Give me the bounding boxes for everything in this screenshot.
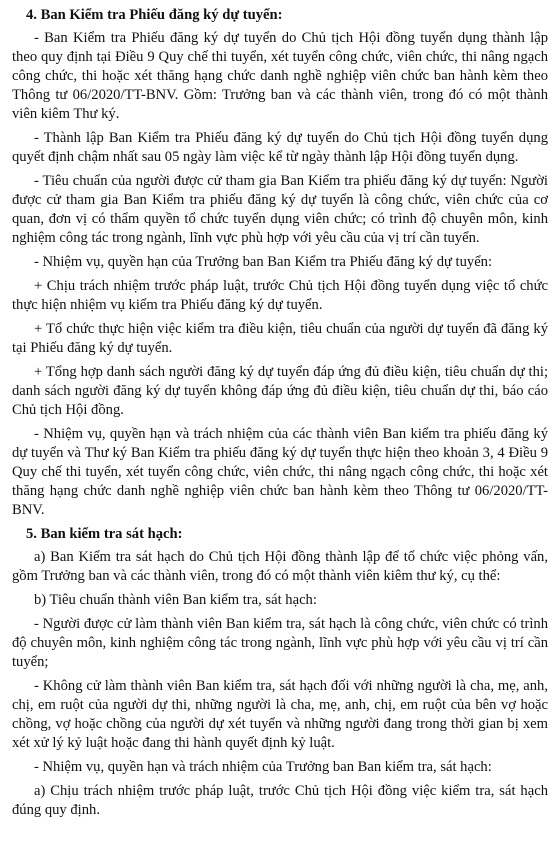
section-4-paragraph: + Tổng hợp danh sách người đăng ký dự tuyển đáp ứng đủ điều kiện, tiêu chuẩn dự thi; danh sách người đăng ký dự tuyển không đáp ứng đủ điều kiện, tiêu chuẩn dự thi, báo cáo Chủ tịch Hội đồng. [12,364,548,418]
section-4-paragraph: - Nhiệm vụ, quyền hạn và trách nhiệm của các thành viên Ban kiểm tra phiếu đăng ký dự tuyển và Thư ký Ban Kiểm tra phiếu đăng ký dự tuyển thực hiện theo khoản 3, 4 Điều 9 Quy chế thi tuyển, xét tuyển công chức, viên chức, thi nâng ngạch công chức, thi hoặc xét thăng hạng chức danh nghề nghiệp viên chức ban hành kèm theo Thông tư 06/2020/TT-BNV. [12,426,548,518]
section-4-paragraph: - Thành lập Ban Kiểm tra Phiếu đăng ký dự tuyển do Chủ tịch Hội đồng tuyển dụng quyết định chậm nhất sau 05 ngày làm việc kể từ ngày thành lập Hội đồng tuyển dụng. [12,130,548,165]
section-5-paragraph: - Người được cử làm thành viên Ban kiểm tra, sát hạch là công chức, viên chức có trình độ chuyên môn, kinh nghiệm công tác trong ngành, lĩnh vực phù hợp với yêu cầu vị trí cần tuyển; [12,616,548,670]
section-5-paragraph: - Nhiệm vụ, quyền hạn và trách nhiệm của Trưởng ban Ban kiểm tra, sát hạch: [34,759,492,775]
section-5-paragraph: - Không cử làm thành viên Ban kiểm tra, sát hạch đối với những người là cha, mẹ, anh, chị, em ruột của người dự thi, những người là cha, mẹ, anh, chị, em ruột của bên vợ hoặc chồng, vợ hoặc chồng của người dự xét tuyển và những người đang trong thời gian bị xem xét xử lý kỷ luật hoặc đang thi hành quyết định kỷ luật. [12,678,548,751]
section-4-paragraph: + Tổ chức thực hiện việc kiểm tra điều kiện, tiêu chuẩn của người dự tuyển đã đăng ký tại Phiếu đăng ký dự tuyển. [12,321,548,356]
section-4-paragraph: - Tiêu chuẩn của người được cử tham gia Ban Kiểm tra phiếu đăng ký dự tuyển: Người được cử tham gia Ban Kiểm tra phiếu đăng ký dự tuyển là công chức, viên chức của cơ quan, đơn vị có thẩm quyền tổ chức tuyển dụng viên chức; có trình độ chuyên môn, kinh nghiệm công tác trong ngành, lĩnh vực phù hợp với yêu cầu của vị trí cần tuyển. [12,173,548,246]
section-5-paragraph: a) Chịu trách nhiệm trước pháp luật, trước Chủ tịch Hội đồng việc kiểm tra, sát hạch đúng quy định. [12,783,548,818]
section-5-heading: 5. Ban kiểm tra sát hạch: [26,526,183,542]
section-5-paragraph: b) Tiêu chuẩn thành viên Ban kiểm tra, sát hạch: [34,592,317,608]
section-4-paragraph: - Nhiệm vụ, quyền hạn của Trưởng ban Ban Kiểm tra Phiếu đăng ký dự tuyển: [34,254,493,270]
section-4-heading: 4. Ban Kiểm tra Phiếu đăng ký dự tuyển: [26,7,283,23]
section-4-paragraph: + Chịu trách nhiệm trước pháp luật, trước Chủ tịch Hội đồng tuyển dụng việc tổ chức thực hiện nhiệm vụ kiểm tra Phiếu đăng ký dự tuyển. [12,278,548,313]
section-4-paragraph: - Ban Kiểm tra Phiếu đăng ký dự tuyển do Chủ tịch Hội đồng tuyển dụng thành lập theo quy định tại Điều 9 Quy chế thi tuyển, xét tuyển công chức, viên chức, thi nâng ngạch công chức, thi hoặc xét thăng hạng chức danh nghề nghiệp viên chức ban hành kèm theo Thông tư 06/2020/TT-BNV. Gồm: Trưởng ban và các thành viên, trong đó có một thành viên kiêm Thư ký. [12,30,548,122]
section-5-paragraph: a) Ban Kiểm tra sát hạch do Chủ tịch Hội đồng thành lập để tổ chức việc phỏng vấn, gồm Trưởng ban và các thành viên, trong đó có một thành viên kiêm thư ký, cụ thể: [12,549,548,584]
